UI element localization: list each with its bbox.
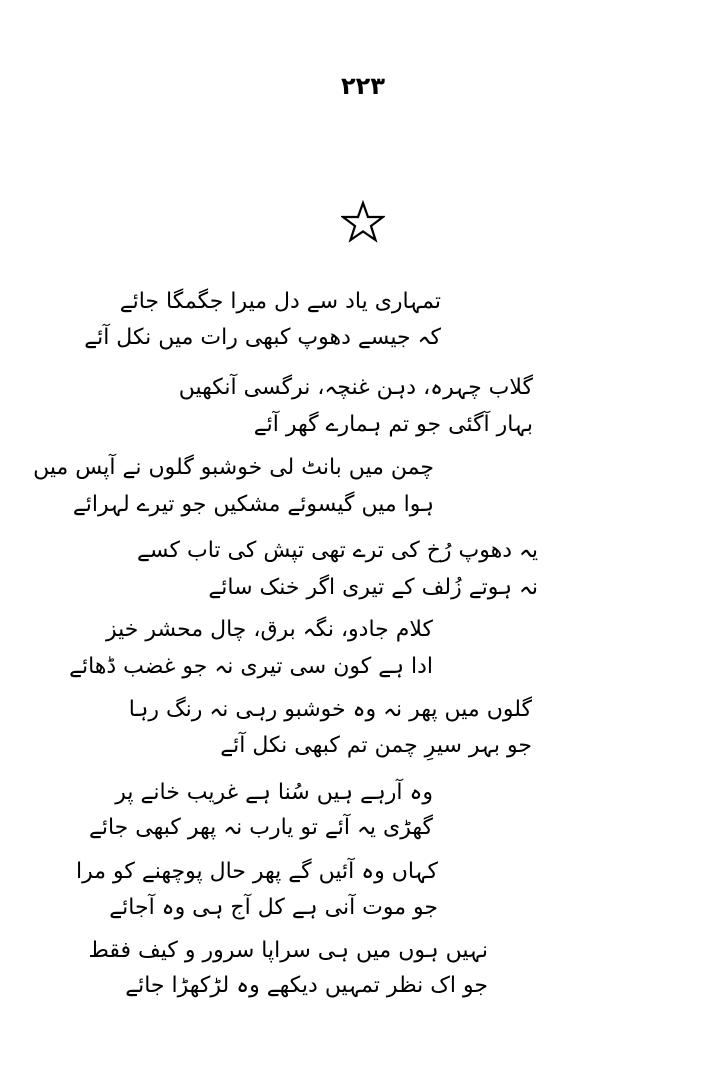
verse-line: نہ ہوتے زُلف کے تیری اگر خنک سائے xyxy=(208,575,538,600)
verse-line: گلوں میں پھر نہ وہ خوشبو رہی نہ رنگ رہا xyxy=(128,697,532,722)
verse-line: نہیں ہوں میں ہی سراپا سرور و کیف فقط xyxy=(88,938,488,963)
page-number: ۲۲۳ xyxy=(341,72,385,100)
verse-line: یہ دھوپ رُخ کی ترے تھی تپش کی تاب کسے xyxy=(137,538,538,563)
verse-line: بہار آگئی جو تم ہمارے گھر آئے xyxy=(253,412,533,437)
verse-line: گلاب چہرہ، دہن غنچہ، نرگسی آنکھیں xyxy=(178,375,533,400)
verse-line: گھڑی یہ آئے تو یارب نہ پھر کبھی جائے xyxy=(88,815,433,840)
verse-line: چمن میں بانٹ لی خوشبو گلوں نے آپس میں xyxy=(33,455,434,480)
verse-line: جو اک نظر تمہیں دیکھے وہ لڑکھڑا جائے xyxy=(125,973,488,998)
verse-line: ادا ہے کون سی تیری نہ جو غضب ڈھائے xyxy=(69,654,433,679)
verse-line: ہوا میں گیسوئے مشکیں جو تیرے لہرائے xyxy=(72,492,434,517)
verse-line: کلام جادو، نگہ برق، چال محشر خیز xyxy=(105,617,433,642)
verse-line: تمہاری یاد سے دل میرا جگمگا جائے xyxy=(119,289,441,314)
verse-line: کہاں وہ آئیں گے پھر حال پوچھنے کو مرا xyxy=(76,859,438,884)
verse-line: وہ آرہے ہیں سُنا ہے غریب خانے پر xyxy=(115,780,433,805)
verse-line: جو موت آنی ہے کل آج ہی وہ آجائے xyxy=(109,895,438,920)
verse-line: جو بہر سیرِ چمن تم کبھی نکل آئے xyxy=(220,733,532,758)
verse-line: کہ جیسے دھوپ کبھی رات میں نکل آئے xyxy=(84,325,441,350)
